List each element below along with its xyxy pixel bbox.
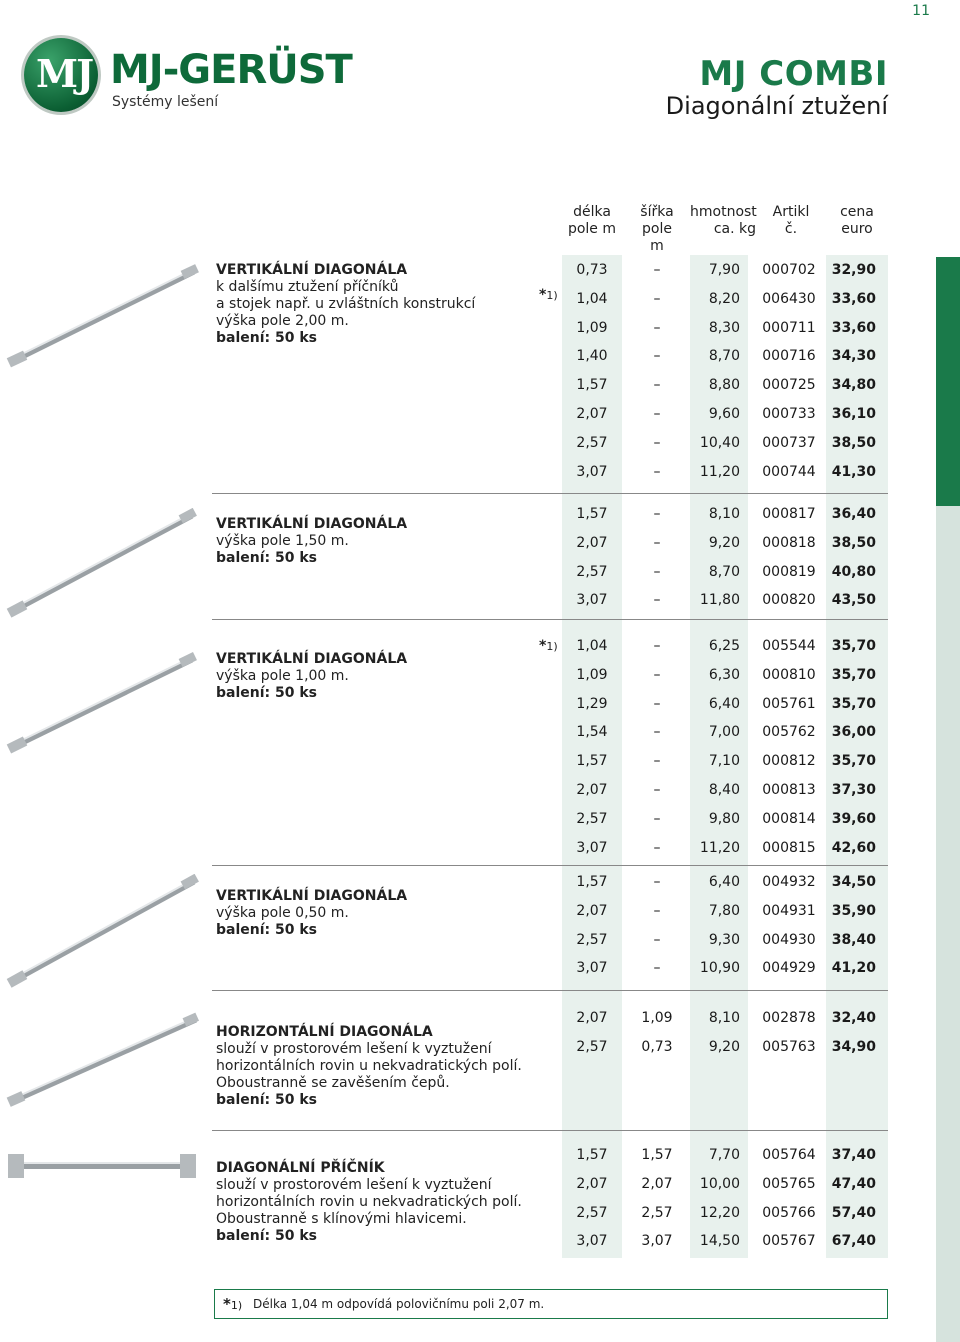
cell-price: 67,40 bbox=[831, 1233, 876, 1250]
cell-width: – bbox=[653, 638, 661, 654]
cell-price: 35,70 bbox=[831, 638, 876, 654]
section-divider bbox=[212, 493, 888, 494]
section-title: VERTIKÁLNÍ DIAGONÁLA bbox=[216, 516, 408, 532]
cell-weight: 7,70 bbox=[708, 1147, 740, 1163]
side-stripe-accent bbox=[936, 257, 960, 506]
cell-width: 0,73 bbox=[641, 1038, 673, 1055]
cell-weight: 7,90 bbox=[708, 262, 740, 278]
section-2-description: VERTIKÁLNÍ DIAGONÁLA výška pole 1,50 m. balení: 50 ks bbox=[216, 516, 408, 566]
cell-price: 35,90 bbox=[831, 902, 876, 919]
cell-article: 006430 bbox=[762, 290, 816, 307]
cell-width: 3,07 bbox=[641, 1233, 673, 1250]
cell-length: 2,57 bbox=[576, 931, 608, 948]
cell-width: – bbox=[653, 290, 661, 307]
page-title: MJ COMBI bbox=[699, 54, 888, 94]
cell-length: 1,57 bbox=[576, 506, 608, 522]
cell-width: – bbox=[653, 406, 661, 422]
cell-weight: 8,20 bbox=[708, 290, 740, 307]
cell-length: 2,57 bbox=[576, 434, 608, 451]
cell-weight: 6,40 bbox=[708, 874, 740, 890]
logo-tagline: Systémy lešení bbox=[112, 94, 219, 110]
section-5-description: HORIZONTÁLNÍ DIAGONÁLA slouží v prostorovém lešení k vyztužení horizontálních rovin u nekvadratických polí. Oboustranně se zavěšením čepů. balení: 50 ks bbox=[216, 1024, 522, 1108]
section-packaging: balení: 50 ks bbox=[216, 922, 318, 938]
section-title: HORIZONTÁLNÍ DIAGONÁLA bbox=[216, 1024, 433, 1040]
cell-weight: 11,20 bbox=[699, 463, 740, 480]
cell-article: 000716 bbox=[762, 348, 816, 365]
cell-weight: 7,00 bbox=[708, 724, 740, 741]
cell-price: 33,60 bbox=[831, 319, 876, 336]
diagonal-ledger-image bbox=[4, 1148, 200, 1184]
cell-weight: 8,80 bbox=[708, 377, 740, 394]
cell-weight: 8,40 bbox=[708, 782, 740, 798]
cell-width: – bbox=[653, 695, 661, 712]
cell-price: 36,00 bbox=[831, 724, 876, 741]
cell-article: 000810 bbox=[762, 666, 816, 683]
cell-width: – bbox=[653, 506, 661, 522]
cell-article: 005544 bbox=[762, 638, 816, 654]
cell-weight: 10,40 bbox=[699, 434, 740, 451]
cell-width: – bbox=[653, 724, 661, 741]
cell-article: 002878 bbox=[762, 1010, 816, 1026]
footnote-text: Délka 1,04 m odpovídá polovičnímu poli 2,07 m. bbox=[253, 1297, 545, 1311]
cell-length: 3,07 bbox=[576, 960, 608, 977]
footnote-marker: *1) bbox=[539, 287, 558, 303]
cell-article: 005762 bbox=[762, 724, 816, 741]
cell-length: 1,04 bbox=[576, 290, 608, 307]
column-header-price: cena euro bbox=[840, 204, 874, 237]
footnote-mark: *1) bbox=[223, 1295, 243, 1313]
cell-price: 40,80 bbox=[831, 563, 876, 580]
section-1-description: VERTIKÁLNÍ DIAGONÁLA k dalšímu ztužení příčníků a stojek např. u zvláštních konstrukcí výška pole 2,00 m. balení: 50 ks bbox=[216, 262, 476, 346]
cell-article: 005761 bbox=[762, 695, 816, 712]
cell-length: 3,07 bbox=[576, 463, 608, 480]
cell-length: 0,73 bbox=[576, 262, 608, 278]
section-title: VERTIKÁLNÍ DIAGONÁLA bbox=[216, 262, 408, 278]
cell-article: 005767 bbox=[762, 1233, 816, 1250]
cell-length: 1,04 bbox=[576, 638, 608, 654]
cell-article: 005765 bbox=[762, 1175, 816, 1192]
cell-article: 000812 bbox=[762, 753, 816, 770]
cell-article: 000813 bbox=[762, 782, 816, 798]
cell-price: 36,10 bbox=[831, 406, 876, 422]
cell-price: 42,60 bbox=[831, 839, 876, 856]
cell-weight: 8,10 bbox=[708, 1010, 740, 1026]
section-divider bbox=[212, 990, 888, 991]
cell-article: 000725 bbox=[762, 377, 816, 394]
section-packaging: balení: 50 ks bbox=[216, 330, 318, 346]
cell-width: – bbox=[653, 262, 661, 278]
cell-price: 34,50 bbox=[831, 874, 876, 890]
cell-price: 35,70 bbox=[831, 666, 876, 683]
cell-weight: 6,30 bbox=[708, 666, 740, 683]
vertical-diagonal-image-100 bbox=[4, 652, 200, 756]
cell-length: 1,57 bbox=[576, 377, 608, 394]
cell-article: 004929 bbox=[762, 960, 816, 977]
cell-price: 35,70 bbox=[831, 753, 876, 770]
cell-price: 32,90 bbox=[831, 262, 876, 278]
cell-length: 1,57 bbox=[576, 753, 608, 770]
cell-length: 2,57 bbox=[576, 1204, 608, 1221]
cell-width: – bbox=[653, 666, 661, 683]
section-6-description: DIAGONÁLNÍ PŘÍČNÍK slouží v prostorovém lešení k vyztužení horizontálních rovin u nekvadratických polí. Oboustranně s klínovými hlavicemi. balení: 50 ks bbox=[216, 1160, 522, 1244]
cell-article: 000819 bbox=[762, 563, 816, 580]
cell-weight: 9,80 bbox=[708, 810, 740, 827]
cell-article: 005766 bbox=[762, 1204, 816, 1221]
cell-width: – bbox=[653, 839, 661, 856]
cell-article: 004930 bbox=[762, 931, 816, 948]
column-header-length: délka pole m bbox=[567, 204, 617, 237]
cell-price: 34,30 bbox=[831, 348, 876, 365]
cell-length: 2,57 bbox=[576, 1038, 608, 1055]
page-subtitle: Diagonální ztužení bbox=[665, 92, 888, 120]
column-header-weight: hmotnost ca. kg bbox=[690, 204, 757, 237]
cell-width: – bbox=[653, 348, 661, 365]
cell-price: 57,40 bbox=[831, 1204, 876, 1221]
cell-price: 34,80 bbox=[831, 377, 876, 394]
cell-article: 000817 bbox=[762, 506, 816, 522]
horizontal-diagonal-image bbox=[4, 1010, 200, 1110]
cell-length: 2,07 bbox=[576, 782, 608, 798]
cell-width: 2,57 bbox=[641, 1204, 673, 1221]
cell-weight: 7,10 bbox=[708, 753, 740, 770]
cell-article: 000737 bbox=[762, 434, 816, 451]
logo-emblem bbox=[24, 38, 98, 112]
cell-weight: 14,50 bbox=[699, 1233, 740, 1250]
cell-length: 1,29 bbox=[576, 695, 608, 712]
cell-width: 2,07 bbox=[641, 1175, 673, 1192]
cell-width: – bbox=[653, 319, 661, 336]
column-header-article: Artikl č. bbox=[772, 204, 810, 237]
cell-article: 000814 bbox=[762, 810, 816, 827]
cell-length: 1,54 bbox=[576, 724, 608, 741]
cell-weight: 10,90 bbox=[699, 960, 740, 977]
page-number: 11 bbox=[912, 3, 930, 19]
cell-weight: 8,30 bbox=[708, 319, 740, 336]
cell-width: – bbox=[653, 810, 661, 827]
cell-width: – bbox=[653, 931, 661, 948]
section-divider bbox=[212, 1130, 888, 1131]
cell-weight: 11,80 bbox=[699, 592, 740, 609]
vertical-diagonal-image-050 bbox=[4, 874, 200, 990]
cell-article: 000815 bbox=[762, 839, 816, 856]
cell-width: – bbox=[653, 782, 661, 798]
cell-length: 1,09 bbox=[576, 319, 608, 336]
section-title: VERTIKÁLNÍ DIAGONÁLA bbox=[216, 888, 408, 904]
cell-article: 000711 bbox=[762, 319, 816, 336]
cell-weight: 9,20 bbox=[708, 1038, 740, 1055]
section-divider bbox=[212, 619, 888, 620]
cell-length: 2,07 bbox=[576, 406, 608, 422]
section-packaging: balení: 50 ks bbox=[216, 1228, 318, 1244]
section-3-description: VERTIKÁLNÍ DIAGONÁLA výška pole 1,00 m. balení: 50 ks bbox=[216, 651, 408, 701]
column-header-width: šířka pole m bbox=[640, 204, 674, 254]
cell-price: 38,50 bbox=[831, 534, 876, 551]
cell-price: 32,40 bbox=[831, 1010, 876, 1026]
cell-price: 47,40 bbox=[831, 1175, 876, 1192]
cell-weight: 8,70 bbox=[708, 348, 740, 365]
cell-weight: 9,20 bbox=[708, 534, 740, 551]
cell-price: 34,90 bbox=[831, 1038, 876, 1055]
cell-weight: 8,10 bbox=[708, 506, 740, 522]
company-logo bbox=[24, 38, 364, 118]
cell-length: 3,07 bbox=[576, 1233, 608, 1250]
vertical-diagonal-image-150 bbox=[4, 508, 200, 620]
cell-width: 1,09 bbox=[641, 1010, 673, 1026]
cell-weight: 11,20 bbox=[699, 839, 740, 856]
cell-price: 33,60 bbox=[831, 290, 876, 307]
cell-price: 37,30 bbox=[831, 782, 876, 798]
cell-width: – bbox=[653, 592, 661, 609]
cell-length: 1,09 bbox=[576, 666, 608, 683]
cell-price: 39,60 bbox=[831, 810, 876, 827]
cell-weight: 9,60 bbox=[708, 406, 740, 422]
cell-article: 000733 bbox=[762, 406, 816, 422]
cell-width: – bbox=[653, 753, 661, 770]
cell-width: – bbox=[653, 960, 661, 977]
logo-initials: MJ bbox=[36, 51, 93, 96]
logo-brand: MJ-GERÜST bbox=[110, 47, 352, 93]
cell-article: 004932 bbox=[762, 874, 816, 890]
cell-price: 38,50 bbox=[831, 434, 876, 451]
cell-width: – bbox=[653, 874, 661, 890]
cell-price: 41,20 bbox=[831, 960, 876, 977]
cell-length: 1,57 bbox=[576, 874, 608, 890]
section-4-description: VERTIKÁLNÍ DIAGONÁLA výška pole 0,50 m. balení: 50 ks bbox=[216, 888, 408, 938]
cell-price: 43,50 bbox=[831, 592, 876, 609]
vertical-diagonal-image-200 bbox=[4, 262, 200, 374]
footnote-marker: *1) bbox=[539, 638, 558, 654]
cell-weight: 12,20 bbox=[699, 1204, 740, 1221]
section-title: DIAGONÁLNÍ PŘÍČNÍK bbox=[216, 1160, 385, 1176]
cell-price: 36,40 bbox=[831, 506, 876, 522]
cell-article: 005763 bbox=[762, 1038, 816, 1055]
cell-width: – bbox=[653, 534, 661, 551]
cell-length: 2,07 bbox=[576, 1010, 608, 1026]
cell-article: 004931 bbox=[762, 902, 816, 919]
cell-price: 35,70 bbox=[831, 695, 876, 712]
cell-article: 000818 bbox=[762, 534, 816, 551]
cell-length: 2,57 bbox=[576, 563, 608, 580]
cell-width: 1,57 bbox=[641, 1147, 673, 1163]
cell-width: – bbox=[653, 377, 661, 394]
section-packaging: balení: 50 ks bbox=[216, 685, 318, 701]
cell-width: – bbox=[653, 902, 661, 919]
cell-weight: 6,25 bbox=[708, 638, 740, 654]
cell-price: 37,40 bbox=[831, 1147, 876, 1163]
cell-article: 005764 bbox=[762, 1147, 816, 1163]
cell-length: 2,57 bbox=[576, 810, 608, 827]
cell-length: 3,07 bbox=[576, 592, 608, 609]
cell-weight: 7,80 bbox=[708, 902, 740, 919]
cell-article: 000702 bbox=[762, 262, 816, 278]
section-divider bbox=[212, 865, 888, 866]
cell-weight: 8,70 bbox=[708, 563, 740, 580]
cell-price: 38,40 bbox=[831, 931, 876, 948]
footnote-box bbox=[214, 1289, 888, 1319]
cell-article: 000820 bbox=[762, 592, 816, 609]
cell-width: – bbox=[653, 563, 661, 580]
cell-weight: 10,00 bbox=[699, 1175, 740, 1192]
section-packaging: balení: 50 ks bbox=[216, 1092, 318, 1108]
section-title: VERTIKÁLNÍ DIAGONÁLA bbox=[216, 651, 408, 667]
section-packaging: balení: 50 ks bbox=[216, 550, 318, 566]
cell-article: 000744 bbox=[762, 463, 816, 480]
cell-weight: 9,30 bbox=[708, 931, 740, 948]
cell-length: 2,07 bbox=[576, 902, 608, 919]
cell-length: 1,40 bbox=[576, 348, 608, 365]
cell-width: – bbox=[653, 463, 661, 480]
cell-length: 1,57 bbox=[576, 1147, 608, 1163]
cell-length: 3,07 bbox=[576, 839, 608, 856]
cell-length: 2,07 bbox=[576, 534, 608, 551]
cell-weight: 6,40 bbox=[708, 695, 740, 712]
cell-length: 2,07 bbox=[576, 1175, 608, 1192]
cell-width: – bbox=[653, 434, 661, 451]
cell-price: 41,30 bbox=[831, 463, 876, 480]
